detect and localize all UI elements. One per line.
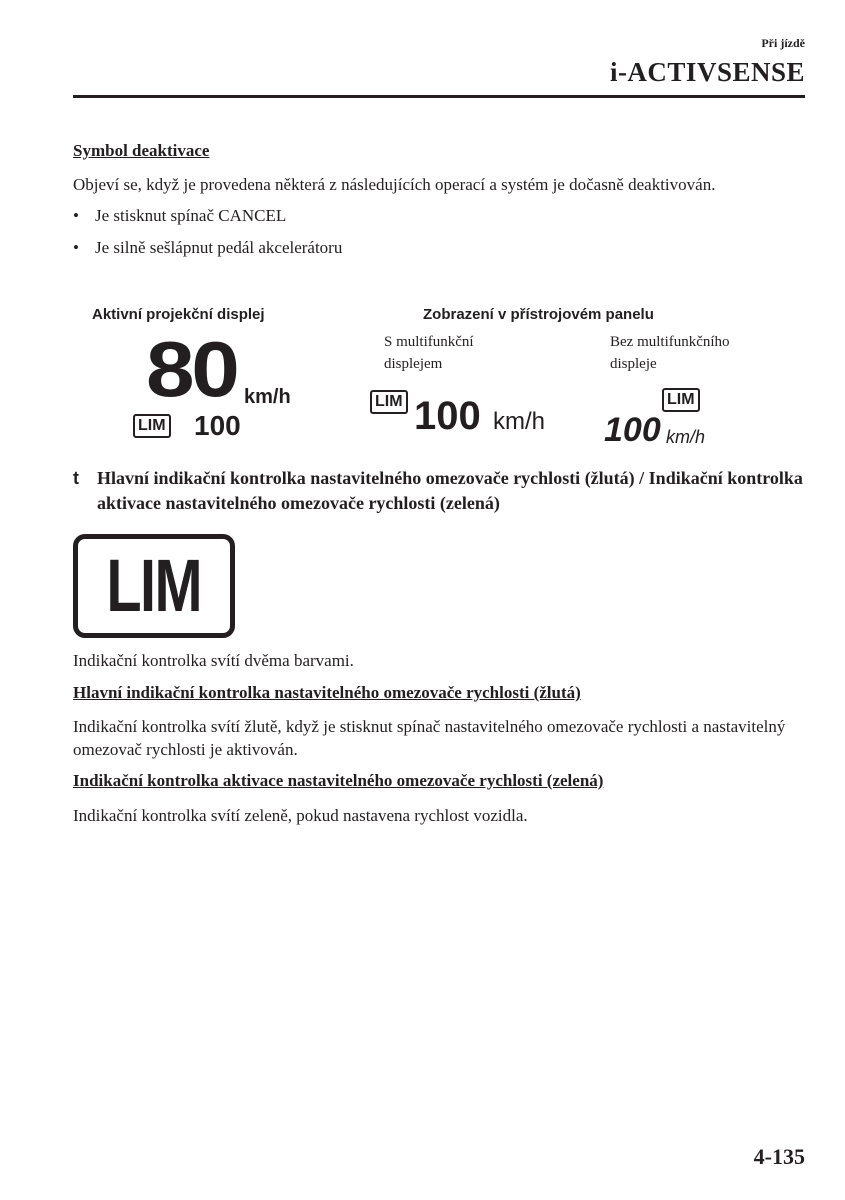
indicator-title: Hlavní indikační kontrolka nastavitelného omezovače rychlosti (žlutá) / Indikační kontrolka aktivace nastavitelného omezovače rychlosti (zelená) bbox=[97, 468, 803, 513]
page-number: 4-135 bbox=[753, 1144, 805, 1169]
green-text: Indikační kontrolka svítí zeleně, pokud nastavena rychlost vozidla. bbox=[73, 806, 528, 825]
bullet-item bbox=[73, 238, 342, 258]
multi-lim-icon: LIM bbox=[370, 390, 408, 414]
deactivation-heading: Symbol deaktivace bbox=[73, 141, 210, 160]
page-header bbox=[610, 36, 805, 88]
nomulti-lim-icon: LIM bbox=[662, 388, 700, 412]
hud-label: Aktivní projekční displej bbox=[92, 306, 265, 323]
multi-speed: 100 bbox=[414, 394, 481, 438]
multi-unit: km/h bbox=[493, 408, 546, 435]
section-label: Při jízdě bbox=[761, 36, 805, 50]
yellow-text: Indikační kontrolka svítí žlutě, když je stisknut spínač nastavitelného omezovače rychlosti a nastavitelný omezovač rychlosti je aktivován. bbox=[73, 717, 786, 759]
green-heading: Indikační kontrolka aktivace nastavitelného omezovače rychlosti (zelená) bbox=[73, 771, 604, 790]
bullet-icon: • bbox=[73, 206, 79, 225]
header-rule bbox=[73, 95, 805, 98]
hud-unit: km/h bbox=[244, 386, 291, 408]
lim-indicator-icon bbox=[73, 534, 235, 638]
bullet-icon: • bbox=[73, 238, 79, 257]
hud-limit: 100 bbox=[194, 410, 241, 441]
deactivation-intro: Objeví se, když je provedena některá z následujících operací a systém je dočasně deaktivován. bbox=[73, 175, 716, 194]
multi-label: S multifunkční displejem bbox=[384, 334, 474, 372]
nomulti-unit: km/h bbox=[666, 427, 706, 447]
bullet-text: Je stisknut spínač CANCEL bbox=[95, 206, 287, 225]
bullet-item bbox=[73, 206, 286, 226]
cluster-label: Zobrazení v přístrojovém panelu bbox=[423, 306, 654, 323]
item-marker: t bbox=[73, 468, 79, 488]
hud-speed: 80 bbox=[146, 325, 237, 413]
nomulti-label: Bez multifunkčního displeje bbox=[610, 334, 730, 372]
lim-icon-text: LIM bbox=[106, 544, 202, 627]
two-colors-text: Indikační kontrolka svítí dvěma barvami. bbox=[73, 651, 354, 670]
nomulti-speed: 100 bbox=[604, 411, 661, 449]
hud-lim-icon: LIM bbox=[133, 414, 171, 438]
bullet-text: Je silně sešlápnut pedál akcelerátoru bbox=[95, 238, 343, 257]
page-title: i-ACTIVSENSE bbox=[609, 57, 805, 87]
yellow-heading: Hlavní indikační kontrolka nastavitelného omezovače rychlosti (žlutá) bbox=[73, 683, 581, 702]
